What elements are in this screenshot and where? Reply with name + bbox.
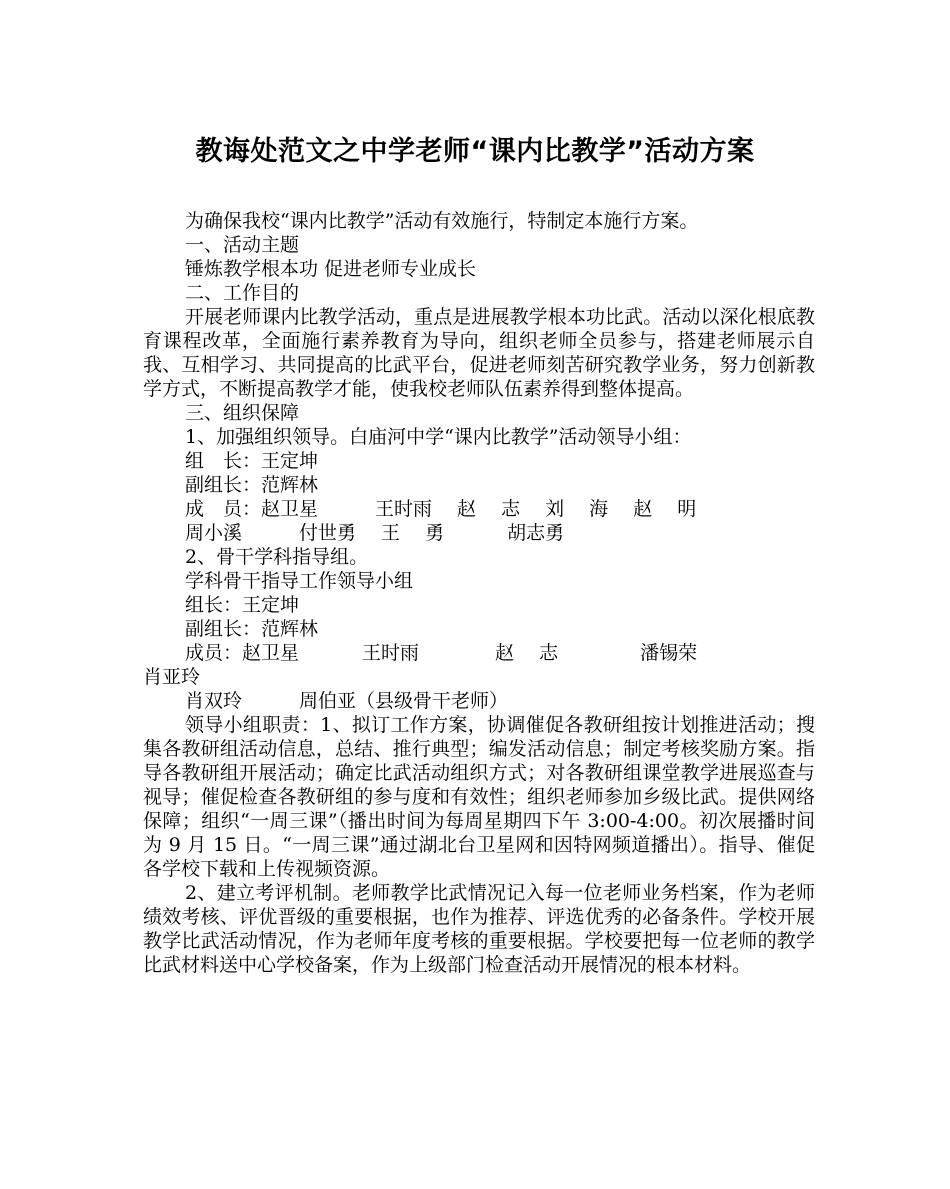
section-heading-organization: 三、组织保障 <box>185 402 300 424</box>
document-title: 教诲处范文之中学老师“课内比教学”活动方案 <box>195 136 755 167</box>
backbone-members-line-1: 成员：赵卫星 王时雨 赵 志 潘锡荣 <box>185 642 698 664</box>
activity-theme-text: 锤炼教学根本功 促进老师专业成长 <box>185 258 477 280</box>
backbone-group-title: 学科骨干指导工作领导小组 <box>185 570 414 592</box>
section-heading-work-goal: 二、工作目的 <box>185 282 300 304</box>
members-line-1: 成 员：赵卫星 王时雨 赵 志 刘 海 赵 明 <box>185 498 697 520</box>
group-leader-line: 组 长：王定坤 <box>185 450 319 472</box>
document-body <box>143 209 815 977</box>
leadership-group-heading: 1、加强组织领导。白庙河中学“课内比教学”活动领导小组： <box>185 426 692 448</box>
backbone-guidance-heading: 2、骨干学科指导组。 <box>185 546 369 568</box>
deputy-leader-line: 副组长：范辉林 <box>185 474 319 496</box>
backbone-members-line-3: 肖双玲 周伯亚（县级骨干老师） <box>185 690 509 712</box>
backbone-leader-line: 组长：王定坤 <box>185 594 300 616</box>
leadership-duties-paragraph: 领导小组职责：1、拟订工作方案，协调催促各教研组按计划推进活动；搜集各教研组活动信息，总结、推行典型；编发活动信息；制定考核奖励方案。指导各教研组开展活动；确定比武活动组织方式；对各教研组课堂教学进展巡查与视导；催促检查各教研组的参与度和有效性；组织老师参加乡级比武。提供网络保障；组织“一周三课”（播出时间为每周星期四下午 3:00-4:00。初次展播时间为 9 月 15 日。“一周三课”通过湖北台卫星网和因特网频道播出）。指导、催促各学校下载和上传视频资源。 <box>143 714 815 880</box>
backbone-members-line-2: 肖亚玲 <box>143 666 201 688</box>
work-goal-paragraph: 开展老师课内比教学活动，重点是进展教学根本功比武。活动以深化根底教育课程改革，全面施行素养教育为导向，组织老师全员参与，搭建老师展示自我、互相学习、共同提高的比武平台，促进老师刻苦研究教学业务，努力创新教学方式，不断提高教学才能，使我校老师队伍素养得到整体提高。 <box>143 306 815 400</box>
section-heading-activity-theme: 一、活动主题 <box>185 234 300 256</box>
members-line-2: 周小溪 付世勇 王 勇 胡志勇 <box>185 522 565 544</box>
backbone-deputy-line: 副组长：范辉林 <box>185 618 319 640</box>
intro-paragraph: 为确保我校“课内比教学”活动有效施行，特制定本施行方案。 <box>185 210 699 232</box>
evaluation-mechanism-paragraph: 2、建立考评机制。老师教学比武情况记入每一位老师业务档案，作为老师绩效考核、评优晋级的重要根据，也作为推荐、评选优秀的必备条件。学校开展教学比武活动情况，作为老师年度考核的重要根据。学校要把每一位老师的教学比武材料送中心学校备案，作为上级部门检查活动开展情况的根本材料。 <box>143 882 815 976</box>
